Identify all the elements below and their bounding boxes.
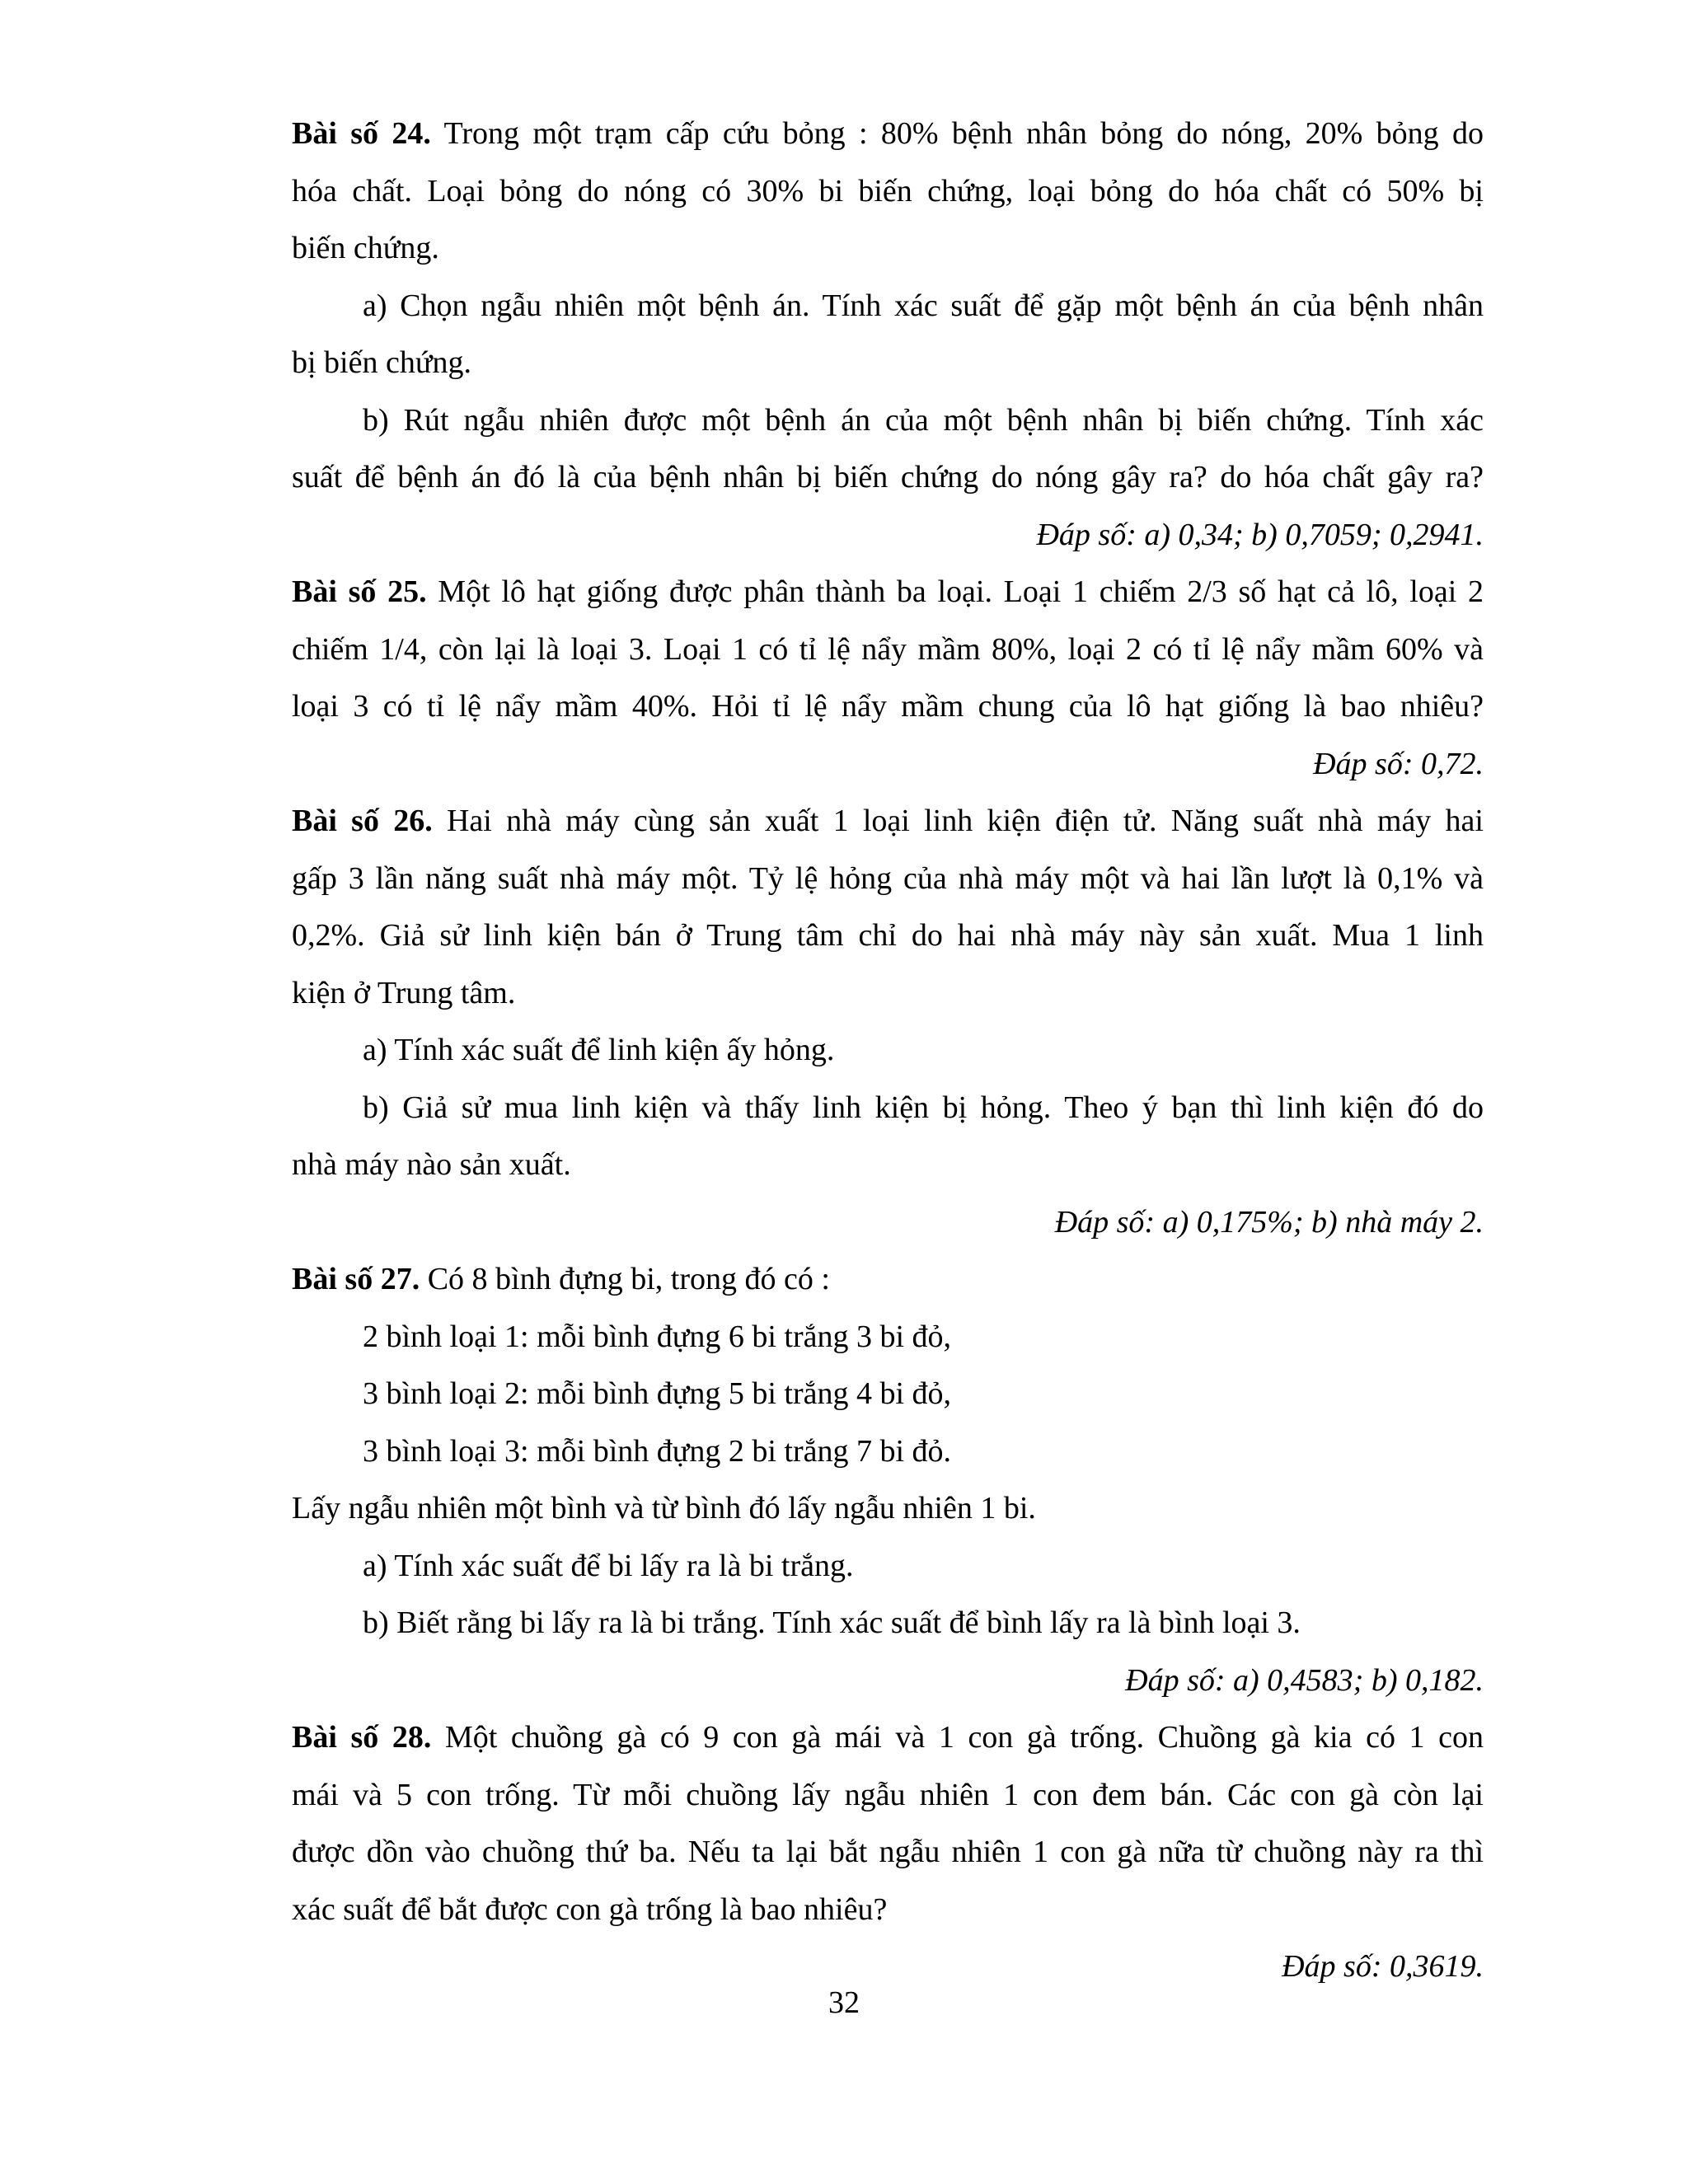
problem-27-part-a: a) Tính xác suất để bi lấy ra là bi trắng. [363,1548,854,1583]
problem-27-urn-type-3: 3 bình loại 3: mỗi bình đựng 2 bi trắng 7 bi đỏ. [363,1433,952,1469]
problem-25-line-2: chiếm 1/4, còn lại là loại 3. Loại 1 có tỉ lệ nẩy mầm 80%, loại 2 có tỉ lệ nẩy mầm 60% và [292,631,1484,667]
problem-27-urn-type-2: 3 bình loại 2: mỗi bình đựng 5 bi trắng 4 bi đỏ, [363,1376,952,1411]
problem-26-line-2: gấp 3 lần năng suất nhà máy một. Tỷ lệ hỏng của nhà máy một và hai lần lượt là 0,1% và [292,860,1484,896]
problem-26-part-a: a) Tính xác suất để linh kiện ấy hỏng. [363,1033,835,1067]
problem-26-line-1 [292,793,1484,851]
problem-27-urn-type-1: 2 bình loại 1: mỗi bình đựng 6 bi trắng 3 bi đỏ, [363,1319,952,1354]
problem-25-line-3: loại 3 có tỉ lệ nẩy mầm 40%. Hỏi tỉ lệ nẩy mầm chung của lô hạt giống là bao nhiêu? [292,689,1484,724]
problem-28-line-4: xác suất để bắt được con gà trống là bao nhiêu? [292,1891,888,1927]
page-number: 32 [828,1985,860,2020]
document-page [292,105,1484,1996]
problem-24-label: Bài số 24. [292,116,431,151]
problem-24-part-b: b) Rút ngẫu nhiên được một bệnh án của một bệnh nhân bị biến chứng. Tính xác [363,402,1484,438]
problem-24-text: Trong một trạm cấp cứu bỏng : 80% bệnh nhân bỏng do nóng, 20% bỏng do [430,116,1484,151]
problem-24-line-3: biến chứng. [292,231,439,265]
problem-24-line-1 [292,105,1484,163]
problem-25-text: Một lô hạt giống được phân thành ba loại. Loại 1 chiếm 2/3 số hạt cả lô, loại 2 [426,574,1484,609]
problem-26-line-3: 0,2%. Giả sử linh kiện bán ở Trung tâm chỉ do hai nhà máy này sản xuất. Mua 1 linh [292,918,1484,953]
problem-26-label: Bài số 26. [292,804,433,838]
problem-24-part-a: a) Chọn ngẫu nhiên một bệnh án. Tính xác suất để gặp một bệnh án của bệnh nhân [363,288,1484,323]
problem-24-answer: Đáp số: a) 0,34; b) 0,7059; 0,2941. [1036,517,1484,552]
problem-24-line-2: hóa chất. Loại bỏng do nóng có 30% bi biến chứng, loại bỏng do hóa chất có 50% bị [292,173,1484,209]
problem-25-line-1 [292,564,1484,621]
problem-26-part-b: b) Giả sử mua linh kiện và thấy linh kiện bị hỏng. Theo ý bạn thì linh kiện đó do [363,1090,1484,1125]
problem-25-label: Bài số 25. [292,574,427,609]
problem-28-line-2: mái và 5 con trống. Từ mỗi chuồng lấy ngẫu nhiên 1 con đem bán. Các con gà còn lại [292,1777,1484,1812]
problem-27-answer: Đáp số: a) 0,4583; b) 0,182. [1125,1662,1484,1698]
problem-27-line-1 [292,1251,1484,1309]
problem-27-label: Bài số 27. [292,1262,420,1296]
problem-27-part-b: b) Biết rằng bi lấy ra là bi trắng. Tính xác suất để bình lấy ra là bình loại 3. [363,1605,1301,1640]
problem-27-text: Có 8 bình đựng bi, trong đó có : [420,1262,830,1296]
problem-25-answer: Đáp số: 0,72. [1313,746,1484,781]
problem-28-text: Một chuồng gà có 9 con gà mái và 1 con gà trống. Chuồng gà kia có 1 con [431,1720,1484,1755]
problem-24-part-b-cont: suất để bệnh án đó là của bệnh nhân bị biến chứng do nóng gây ra? do hóa chất gây ra? [292,460,1484,494]
problem-26-part-b-cont: nhà máy nào sản xuất. [292,1147,571,1182]
problem-27-procedure: Lấy ngẫu nhiên một bình và từ bình đó lấy ngẫu nhiên 1 bi. [292,1491,1036,1526]
problem-26-line-4: kiện ở Trung tâm. [292,975,516,1010]
problem-28-line-3: được dồn vào chuồng thứ ba. Nếu ta lại bắt ngẫu nhiên 1 con gà nữa từ chuồng này ra thì [292,1835,1484,1869]
problem-28-answer: Đáp số: 0,3619. [1282,1949,1484,1984]
problem-28-line-1 [292,1709,1484,1767]
problem-26-text: Hai nhà máy cùng sản xuất 1 loại linh kiện điện tử. Năng suất nhà máy hai [432,804,1484,838]
problem-28-label: Bài số 28. [292,1720,432,1755]
problem-24-part-a-cont: bị biến chứng. [292,345,471,380]
problem-26-answer: Đáp số: a) 0,175%; b) nhà máy 2. [1054,1204,1484,1240]
